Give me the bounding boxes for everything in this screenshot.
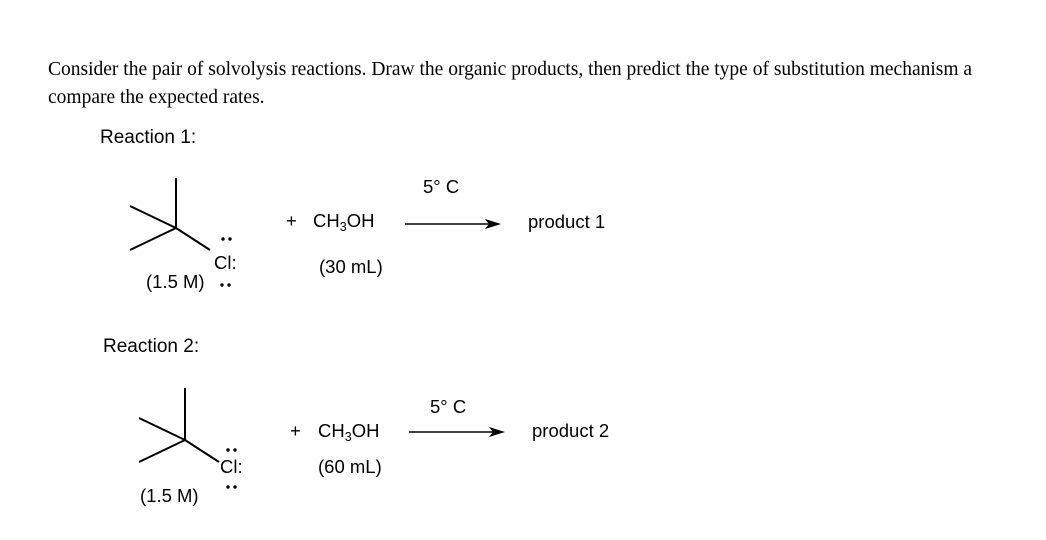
reaction-2-product: product 2 [532,420,610,441]
reaction-2-reagent [318,420,379,444]
reaction-2-volume: (60 mL) [318,456,382,477]
reaction-1-substrate-structure [128,178,238,258]
reaction-1-reagent [313,210,374,234]
question-text [48,56,1046,112]
reaction-2-reagent-subscript: 3 [344,430,352,444]
question-line-2: compare the expected rates. [48,87,265,108]
reaction-1-heading: Reaction 1: [100,127,197,148]
reaction-1-leaving-group: Cl: [214,252,237,273]
reaction-2-plus: + [290,420,301,441]
reaction-1-volume: (30 mL) [319,256,383,277]
reaction-2-arrow [409,426,505,438]
reaction-1-reagent-suffix: OH [346,210,375,231]
reaction-1-reagent-prefix: CH [313,210,340,231]
reaction-2-reagent-prefix: CH [318,420,345,441]
reaction-2-condition: 5° C [430,396,467,417]
reaction-1-concentration: (1.5 M) [146,271,205,292]
reaction-1-product: product 1 [528,211,606,232]
reaction-1-condition: 5° C [423,176,460,197]
reaction-1-arrow [405,218,501,230]
reaction-2-lone-pair-dots [225,484,245,490]
reaction-2-concentration: (1.5 M) [140,485,199,506]
reaction-1-lone-pair-dots [219,282,239,288]
reaction-1-plus: + [286,210,297,231]
reaction-2-leaving-group: Cl: [220,456,243,477]
reaction-1-reagent-subscript: 3 [339,220,347,234]
reaction-2-reagent-suffix: OH [351,420,380,441]
question-line-1: Consider the pair of solvolysis reactions. Draw the organic products, then predict the type of substitution mechanism a [48,59,973,80]
reaction-2-heading: Reaction 2: [103,336,200,357]
